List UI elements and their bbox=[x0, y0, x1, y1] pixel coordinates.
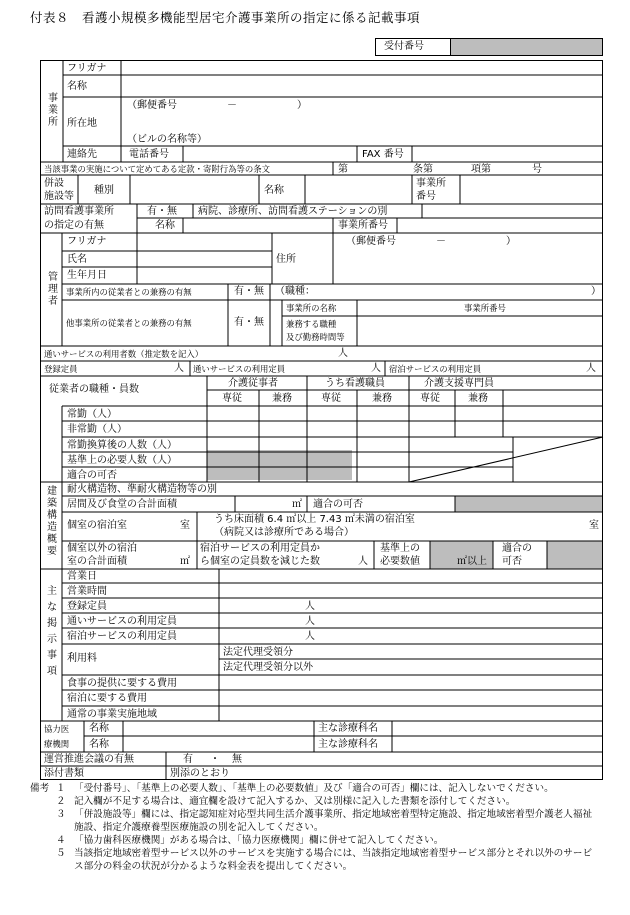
staff-row-label: 基準上の必要人数（人） bbox=[67, 455, 177, 466]
contact-label: 連絡先 bbox=[67, 149, 97, 160]
manager-birth-label: 生年月日 bbox=[67, 270, 107, 281]
notices-section-label: 主 な 掲 示 事 項 bbox=[47, 586, 57, 677]
private-room-unit: 室 bbox=[180, 520, 190, 531]
manager-section-label: 管 理 者 bbox=[48, 272, 58, 307]
note-item: 備考 １ 「受付番号」、「基準上の必要人数」、「基準上の必要数値」及び「適合の可否」欄には、記入しないでください。 bbox=[30, 783, 554, 794]
staff-sub-header: 専従 bbox=[222, 393, 242, 404]
notice-item: 食事の提供に要する費用 bbox=[67, 678, 177, 689]
concurrent-internal-yesno[interactable]: 有・無 bbox=[234, 286, 264, 297]
notes bbox=[30, 782, 600, 873]
manager-postal-code: （郵便番号 － ） bbox=[346, 236, 516, 247]
staff-row-label: 常勤（人） bbox=[67, 409, 117, 420]
other-room-unit: ㎡ bbox=[180, 556, 190, 567]
home-nursing-label-2: の指定の有無 bbox=[44, 220, 104, 231]
fax-label: FAX 番号 bbox=[362, 149, 404, 160]
office-name-label: 名称 bbox=[67, 81, 87, 92]
medical-dept-label: 主な診療科名 bbox=[318, 723, 378, 734]
home-nursing-name-label: 名称 bbox=[155, 220, 175, 231]
standard-label-2: 必要数値 bbox=[380, 556, 420, 567]
calc-label-1: 宿泊サービスの利用定員か bbox=[200, 543, 320, 554]
office-postal-code: （郵便番号 － ） bbox=[127, 100, 307, 111]
registration-capacity-unit: 人 bbox=[174, 363, 184, 374]
day-capacity-unit: 人 bbox=[371, 363, 381, 374]
day-capacity-label: 通いサービスの利用定員 bbox=[193, 364, 286, 374]
staff-sub-header: 兼務 bbox=[468, 393, 488, 404]
staff-row-label: 適合の可否 bbox=[67, 470, 117, 481]
staff-row-label: 非常勤（人） bbox=[67, 424, 127, 435]
fit-label-2: 可否 bbox=[502, 556, 522, 567]
notice-item: 登録定員 bbox=[67, 601, 107, 612]
note-item: ２ 記入欄が不足する場合は、適宜欄を設けて記入するか、又は別様に記入した書類を添付してください。 bbox=[56, 796, 516, 807]
dining-area-unit: ㎡ bbox=[292, 499, 302, 510]
notes-label: 備考 bbox=[30, 783, 50, 794]
medical-label-1: 協力医 bbox=[44, 724, 70, 734]
users-count-unit: 人 bbox=[338, 348, 348, 359]
article-go: 号 bbox=[532, 164, 542, 175]
staff-sub-header: 専従 bbox=[420, 393, 440, 404]
notice-item: 宿泊に要する費用 bbox=[67, 693, 147, 704]
article-ko: 項第 bbox=[471, 164, 491, 175]
combined-type-label: 種別 bbox=[94, 185, 114, 196]
note-item: ３ 「併設施設等」欄には、指定認知症対応型共同生活介護事業所、指定地域密着型特定施設、指定地域密着型介護老人福祉施設、指定介護療養型医療施設の別を記入してください。 bbox=[56, 809, 593, 833]
staff-group-care: 介護従事者 bbox=[228, 378, 278, 389]
small-room-unit: 室 bbox=[589, 520, 599, 531]
other-room-label-1: 個室以外の宿泊 bbox=[67, 543, 137, 554]
concurrent-external-label: 他事業所の従業者との兼務の有無 bbox=[66, 318, 192, 328]
attach-label: 添付書類 bbox=[44, 768, 84, 779]
fireproof-label: 耐火構造物、準耐火構造物等の別 bbox=[67, 484, 217, 495]
articles-label: 当該事業の実施について定めてある定款・寄附行為等の条文 bbox=[44, 164, 270, 174]
other-office-name-label: 事業所の名称 bbox=[286, 303, 337, 313]
office-furigana-label: フリガナ bbox=[67, 63, 107, 74]
stay-capacity-unit: 人 bbox=[586, 363, 596, 374]
staff-group-manager: 介護支援専門員 bbox=[424, 378, 494, 389]
combined-label-2: 施設等 bbox=[44, 191, 74, 202]
note-item: ４ 「協力歯科医療機関」がある場合は、「協力医療機関」欄に併せて記入してください。 bbox=[56, 835, 444, 846]
combined-no-label-2: 番号 bbox=[416, 191, 436, 202]
phone-label: 電話番号 bbox=[129, 149, 169, 160]
notice-item: 営業時間 bbox=[67, 586, 107, 597]
note-item: ５ 当該指定地域密着型サービス以外のサービスを実施する場合には、当該指定地域密着型サービス部分とそれ以外のサービス部分の料金の状況が分かるような料金表を提出してください。 bbox=[56, 848, 593, 872]
dining-area-label: 居間及び食堂の合計面積 bbox=[67, 499, 177, 510]
meeting-no[interactable]: 無 bbox=[232, 754, 242, 765]
calc-label-2: ら個室の定員数を減じた数 bbox=[200, 556, 320, 567]
calc-unit: 人 bbox=[358, 556, 368, 567]
staff-sub-header: 専従 bbox=[321, 393, 341, 404]
combined-label-1: 併設 bbox=[44, 178, 64, 189]
staff-sub-header: 兼務 bbox=[272, 393, 292, 404]
meeting-dot: ・ bbox=[210, 754, 220, 765]
job-type-close: ） bbox=[591, 286, 601, 297]
standard-label-1: 基準上の bbox=[380, 543, 420, 554]
notice-item: 営業日 bbox=[67, 571, 97, 582]
dining-fit-label: 適合の可否 bbox=[313, 499, 363, 510]
standard-unit: ㎡以上 bbox=[457, 556, 487, 567]
dental-dept-label: 主な診療科名 bbox=[318, 739, 378, 750]
meeting-yes[interactable]: 有 bbox=[183, 754, 193, 765]
registration-capacity-label: 登録定員 bbox=[44, 364, 78, 374]
users-count-label: 通いサービスの利用者数（推定数を記入） bbox=[44, 349, 204, 359]
medical-label-2: 療機関 bbox=[44, 739, 70, 749]
form-title: 付表８ 看護小規模多機能型居宅介護事業所の指定に係る記載事項 bbox=[30, 10, 421, 25]
concurrent-external-yesno[interactable]: 有・無 bbox=[234, 317, 264, 328]
staff-sub-header: 兼務 bbox=[372, 393, 392, 404]
notice-item: 利用料 bbox=[67, 653, 97, 664]
manager-furigana-label: フリガナ bbox=[67, 236, 107, 247]
dental-name-label: 名称 bbox=[89, 739, 109, 750]
other-job-label-2: 及び勤務時間等 bbox=[286, 332, 345, 342]
office-section-label: 事 業 所 bbox=[48, 93, 58, 128]
notice-unit: 人 bbox=[305, 616, 315, 627]
home-nursing-label-1: 訪問看護事業所 bbox=[44, 206, 114, 217]
combined-name-label: 名称 bbox=[264, 185, 284, 196]
attach-value: 別添のとおり bbox=[170, 768, 230, 779]
staff-header: 従業者の職種・員数 bbox=[49, 384, 139, 395]
other-room-label-2: 室の合計面積 bbox=[67, 556, 127, 567]
medical-name-label: 名称 bbox=[89, 723, 109, 734]
staff-group-nurse: うち看護職員 bbox=[325, 378, 385, 389]
meeting-label: 運営推進会議の有無 bbox=[44, 754, 134, 765]
manager-address-label: 住所 bbox=[276, 254, 296, 265]
staff-row-label: 常勤換算後の人数（人） bbox=[67, 440, 177, 451]
article-jo: 条第 bbox=[413, 164, 433, 175]
building-section-label: 建 築 構 造 概 要 bbox=[47, 486, 57, 557]
stay-capacity-label: 宿泊サービスの利用定員 bbox=[389, 364, 482, 374]
receipt-label: 受付番号 bbox=[384, 41, 424, 52]
notice-unit: 人 bbox=[305, 631, 315, 642]
article-dai: 第 bbox=[338, 164, 348, 175]
manager-name-label: 氏名 bbox=[67, 254, 87, 265]
other-job-label-1: 兼務する職種 bbox=[286, 319, 337, 329]
fee-legal-label: 法定代理受領分 bbox=[223, 647, 293, 658]
home-nursing-yesno[interactable]: 有・無 bbox=[147, 206, 177, 217]
home-nursing-category: 病院、診療所、訪問看護ステーションの別 bbox=[198, 206, 388, 217]
fit-label-1: 適合の bbox=[502, 543, 532, 554]
office-address-label: 所在地 bbox=[67, 118, 97, 129]
home-nursing-office-no-label: 事業所番号 bbox=[338, 220, 388, 231]
notice-item: 通いサービスの利用定員 bbox=[67, 616, 177, 627]
fee-other-label: 法定代理受領分以外 bbox=[223, 662, 313, 673]
private-room-label: 個室の宿泊室 bbox=[67, 520, 127, 531]
small-room-label-1: うち床面積 6.4 ㎡以上 7.43 ㎡未満の宿泊室 bbox=[214, 514, 415, 525]
job-type-label: （職種： bbox=[275, 286, 315, 297]
concurrent-internal-label: 事業所内の従業者との兼務の有無 bbox=[66, 287, 192, 297]
combined-no-label-1: 事業所 bbox=[416, 178, 446, 189]
other-office-no-label: 事業所番号 bbox=[464, 303, 506, 313]
notice-item: 通常の事業実施地域 bbox=[67, 709, 157, 720]
notice-unit: 人 bbox=[305, 601, 315, 612]
notice-item: 宿泊サービスの利用定員 bbox=[67, 631, 177, 642]
office-building-name: （ビルの名称等） bbox=[127, 134, 207, 145]
small-room-label-2: （病院又は診療所である場合） bbox=[214, 527, 354, 538]
